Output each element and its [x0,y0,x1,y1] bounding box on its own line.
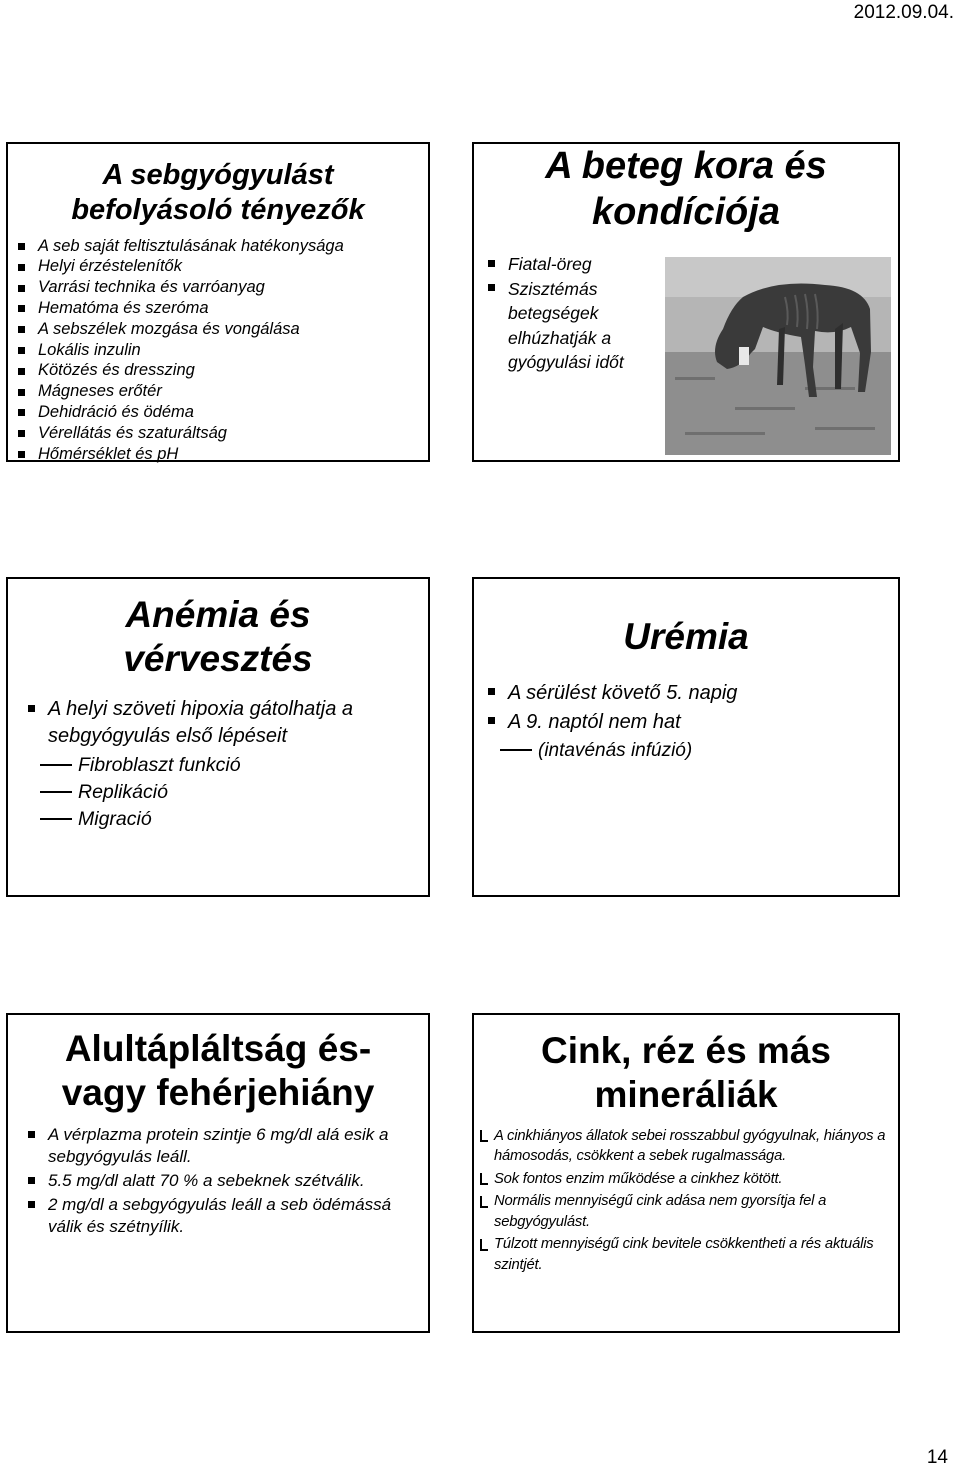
title-line: A sebgyógyulást [102,159,334,191]
slide-title [8,1027,428,1116]
bullet-item: Normális mennyiségű cink adása nem gyorsítja fel a sebgyógyulást. [494,1191,898,1232]
bullet-item: Lokális inzulin [38,340,428,361]
sub-item: Replikáció [40,779,428,806]
page-number: 14 [926,1447,948,1468]
sub-list [40,752,428,833]
title-line: Cink, réz és más [541,1030,831,1071]
bullet-item: Helyi érzéstelenítők [38,256,428,277]
bullet-item: Dehidráció és ödéma [38,402,428,423]
title-line: befolyásoló tényezők [71,193,365,226]
title-line: A beteg kora és [545,145,827,187]
slide-healing-factors [6,142,430,462]
bullet-list [508,679,898,737]
slide-title [8,158,428,228]
title-line: Urémia [623,616,749,657]
bullet-item: A sebszélek mozgása és vongálása [38,319,428,340]
bullet-item: Mágneses erőtér [38,381,428,402]
slide-uremia [472,577,900,897]
slide-anemia [6,577,430,897]
bullet-list [508,252,678,375]
title-line: kondíciója [592,190,780,233]
bullet-item: Hematóma és szeróma [38,298,428,319]
bullet-item: Hőmérséklet és pH [38,444,428,465]
title-line: Alultápláltság és- [64,1028,372,1069]
slide-title [474,615,898,659]
bullet-item: 2 mg/dl a sebgyógyulás leáll a seb ödémássá válik és szétnyílik. [48,1194,404,1238]
slide-minerals [472,1013,900,1333]
sub-item: (intavénás infúzió) [500,737,898,764]
bullet-item: Kötözés és dresszing [38,360,428,381]
slide-malnutrition [6,1013,430,1333]
sub-item: Migració [40,806,428,833]
slide-title [474,144,898,235]
bullet-item: A sérülést követő 5. napig [508,679,898,708]
bullet-item: Túlzott mennyiségű cink bevitele csökkentheti a rés aktuális szintjét. [494,1234,898,1275]
title-line: vérvesztés [123,638,313,680]
sub-list [500,737,898,764]
bullet-item: Sok fontos enzim működése a cinkhez kötött. [494,1169,898,1190]
bullet-list [494,1126,898,1276]
bullet-list [48,696,428,750]
title-line: mineráliák [594,1074,778,1116]
slide-title [8,593,428,682]
bullet-item: A seb saját feltisztulásának hatékonysága [38,236,428,257]
bullet-item: A cinkhiányos állatok sebei rosszabbul gyógyulnak, hiányos a hámosodás, csökkent a sebek rugalmassága. [494,1126,898,1167]
bullet-list [38,236,428,465]
bullet-item: 5.5 mg/dl alatt 70 % a sebeknek szétválik. [48,1170,404,1192]
horse-photo [665,257,891,455]
bullet-item: A 9. naptól nem hat [508,708,898,737]
bullet-item: Vérellátás és szaturáltság [38,423,428,444]
bullet-item: A vérplazma protein szintje 6 mg/dl alá esik a sebgyógyulás leáll. [48,1124,404,1168]
sub-item: Fibroblaszt funkció [40,752,428,779]
bullet-item: Szisztémás betegségek elhúzhatják a gyógyulási időt [508,277,678,375]
bullet-item: Fiatal-öreg [508,252,678,277]
slide-title [474,1029,898,1118]
bullet-list [48,1124,404,1238]
bullet-item: Varrási technika és varróanyag [38,277,428,298]
header-date: 2012.09.04. [853,2,954,23]
bullet-item: A helyi szöveti hipoxia gátolhatja a sebgyógyulás első lépéseit [48,696,428,750]
title-line: Anémia és [125,594,311,635]
title-line: vagy fehérjehiány [61,1072,375,1114]
slide-patient-age [472,142,900,462]
